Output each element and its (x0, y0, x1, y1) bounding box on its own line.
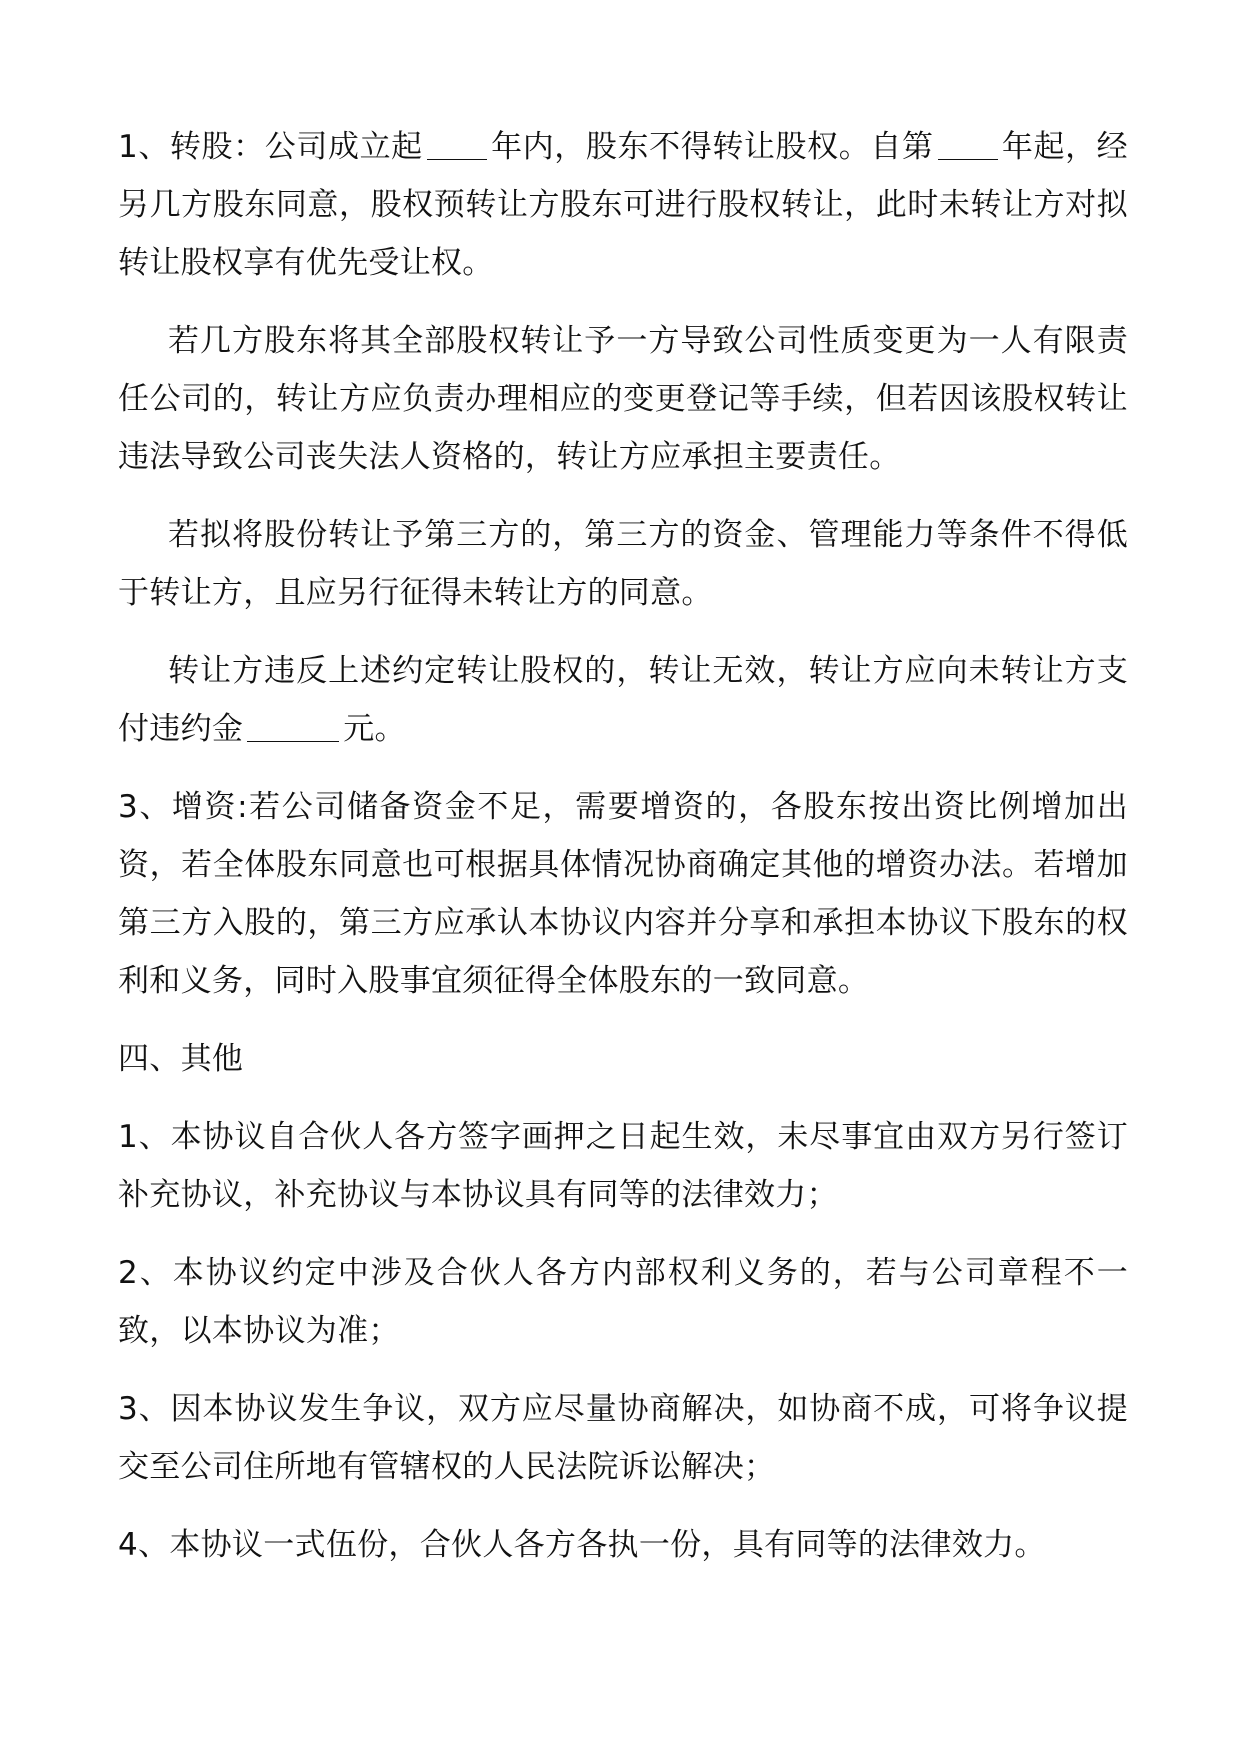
clause-breach-penalty-text-a: 转让方违反上述约定转让股权的，转让无效，转让方应向未转让方支付违约金 (118, 653, 1128, 747)
clause-share-transfer-text-c: 年起，经另几方股东同意，股权预转让方股东可进行股权转让，此时未转让方对拟转让股权享有优先受让权。 (118, 129, 1128, 281)
other-item-effective: 1、本协议自合伙人各方签字画押之日起生效，未尽事宜由双方另行签订补充协议，补充协议与本协议具有同等的法律效力； (118, 1119, 1128, 1213)
clause-third-party-transfer: 若拟将股份转让予第三方的，第三方的资金、管理能力等条件不得低于转让方，且应另行征得未转让方的同意。 (118, 517, 1128, 611)
clause-breach-penalty (118, 642, 1128, 758)
clause-share-transfer-text-b: 年内，股东不得转让股权。自第 (490, 129, 934, 165)
years-blank-1 (427, 128, 487, 160)
penalty-amount-blank (247, 710, 339, 742)
document-page (118, 118, 1128, 1594)
clause-full-transfer: 若几方股东将其全部股权转让予一方导致公司性质变更为一人有限责任公司的，转让方应负责办理相应的变更登记等手续，但若因该股权转让违法导致公司丧失法人资格的，转让方应承担主要责任。 (118, 323, 1128, 475)
other-item-precedence: 2、本协议约定中涉及合伙人各方内部权利义务的，若与公司章程不一致，以本协议为准； (118, 1255, 1128, 1349)
clause-breach-penalty-text-b: 元。 (343, 711, 406, 747)
other-item-copies: 4、本协议一式伍份，合伙人各方各执一份，具有同等的法律效力。 (118, 1527, 1046, 1563)
clause-share-transfer-text-a: 1、转股：公司成立起 (118, 129, 423, 165)
clause-capital-increase: 3、增资:若公司储备资金不足，需要增资的，各股东按出资比例增加出资，若全体股东同意也可根据具体情况协商确定其他的增资办法。若增加第三方入股的，第三方应承认本协议内容并分享和承担本协议下股东的权利和义务，同时入股事宜须征得全体股东的一致同意。 (118, 789, 1128, 999)
clause-share-transfer (118, 118, 1128, 292)
years-blank-2 (938, 128, 998, 160)
section-heading-other: 四、其他 (118, 1041, 244, 1077)
other-item-dispute: 3、因本协议发生争议，双方应尽量协商解决，如协商不成，可将争议提交至公司住所地有管辖权的人民法院诉讼解决； (118, 1391, 1128, 1485)
